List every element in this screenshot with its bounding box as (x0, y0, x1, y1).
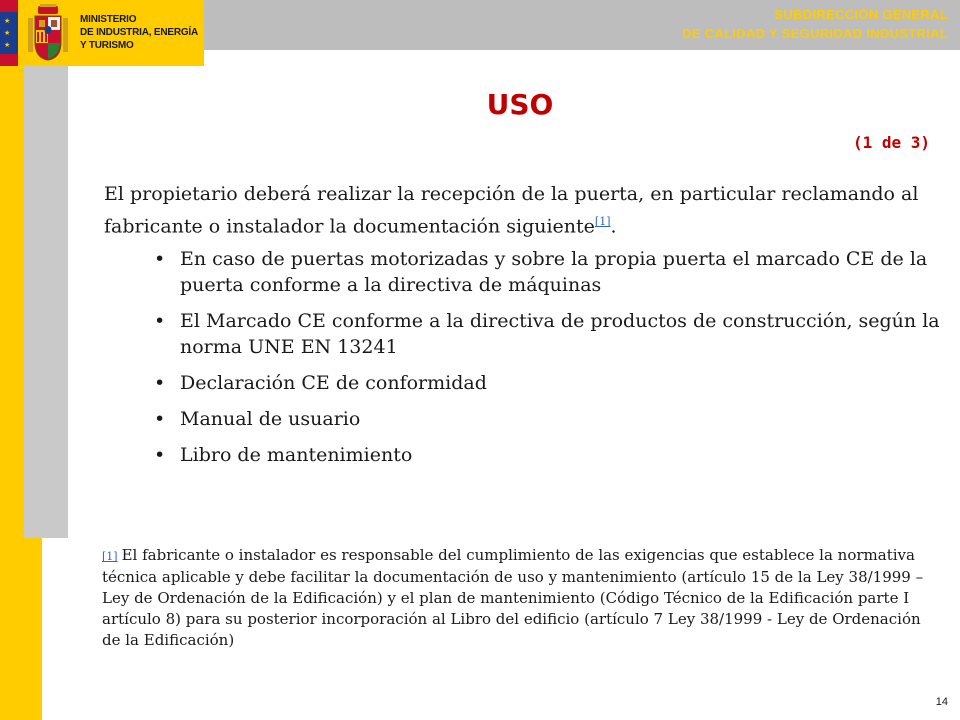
department-title: SUBDIRECCIÓN GENERAL DE CALIDAD Y SEGURIDAD INDUSTRIAL (682, 7, 948, 41)
bullet-icon: • (154, 408, 166, 430)
requirements-list (154, 246, 944, 478)
intro-text: El propietario deberá realizar la recepción de la puerta, en particular reclamando al fabricante o instalador la documentación siguiente (104, 183, 919, 238)
intro-paragraph (104, 181, 934, 239)
page-number: 14 (935, 696, 948, 708)
slide-title: USO (486, 88, 554, 121)
footnote-link[interactable]: [1] (594, 215, 611, 228)
bullet-icon: • (154, 444, 166, 466)
bullet-icon: • (154, 310, 166, 332)
list-item: • En caso de puertas motorizadas y sobre la propia puerta el marcado CE de la puerta conforme a la directiva de máquinas (154, 248, 928, 296)
footnote (102, 545, 932, 651)
intro-end: . (610, 215, 617, 238)
ministry-logo (0, 0, 204, 66)
side-decoration (24, 66, 68, 538)
footnote-ref-link[interactable]: [1] (102, 550, 118, 563)
footnote-text: El fabricante o instalador es responsable del cumplimiento de las exigencias que establece la normativa técnica aplicable y debe facilitar la documentación de uso y mantenimiento (artículo 15 de la Ley 38/1999 – Ley de Ordenación de la Edificación) y el plan de mantenimiento (Código Técnico de la Edificación parte I artículo 8) para su posterior incorporación al Libro del edificio (artículo 7 Ley 38/1999 - Ley de Ordenación de la Edificación) (102, 546, 924, 649)
coat-of-arms-icon (26, 4, 70, 62)
list-item: • Libro de mantenimiento (154, 444, 413, 466)
bullet-icon: • (154, 372, 166, 394)
list-item: • El Marcado CE conforme a la directiva de productos de construcción, según la norma UNE EN 13241 (154, 310, 940, 358)
slide-subtitle: (1 de 3) (852, 133, 930, 152)
list-item: • Manual de usuario (154, 408, 361, 430)
eu-flag-icon: ★ ★ ★ (0, 0, 18, 66)
list-item: • Declaración CE de conformidad (154, 372, 487, 394)
ministry-name: MINISTERIO DE INDUSTRIA, ENERGÍA Y TURISMO (80, 14, 199, 51)
bullet-icon: • (154, 248, 166, 270)
